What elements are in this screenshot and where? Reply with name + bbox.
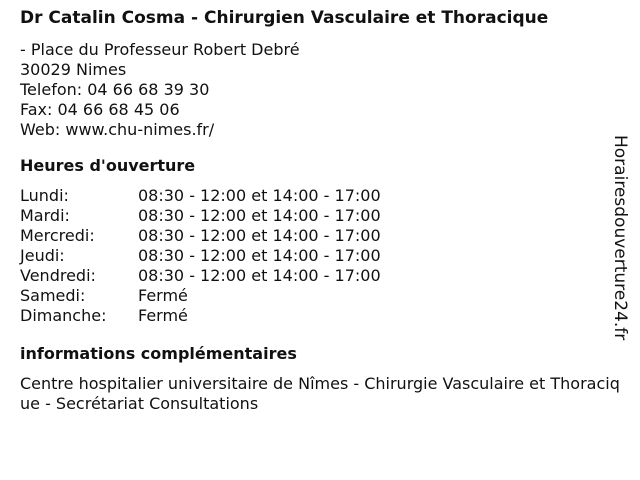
- hours-day: Samedi:: [20, 286, 86, 305]
- hours-row-thursday: [20, 246, 620, 266]
- hours-day: Jeudi:: [20, 246, 65, 265]
- info-text: Centre hospitalier universitaire de Nîmes - Chirurgie Vasculaire et Thoracique - Secrétariat Consultations: [20, 374, 620, 413]
- hours-day: Mercredi:: [20, 226, 95, 245]
- hours-table: [20, 186, 620, 326]
- address-city: 30029 Nimes: [20, 60, 127, 79]
- page-title: Dr Catalin Cosma - Chirurgien Vasculaire et Thoracique: [20, 8, 549, 28]
- hours-time: 08:30 - 12:00 et 14:00 - 17:00: [138, 246, 381, 265]
- address-street: - Place du Professeur Robert Debré: [20, 40, 300, 59]
- address-block: [20, 40, 620, 140]
- hours-day: Lundi:: [20, 186, 69, 205]
- hours-row-saturday: [20, 286, 620, 306]
- hours-time: 08:30 - 12:00 et 14:00 - 17:00: [138, 266, 381, 285]
- hours-row-friday: [20, 266, 620, 286]
- hours-heading: Heures d'ouverture: [20, 156, 196, 175]
- site-watermark: Horairesdouverture24.fr: [610, 135, 630, 341]
- hours-row-sunday: [20, 306, 620, 326]
- hours-time: 08:30 - 12:00 et 14:00 - 17:00: [138, 206, 381, 225]
- phone-number: Telefon: 04 66 68 39 30: [20, 80, 210, 99]
- hours-day: Dimanche:: [20, 306, 107, 325]
- hours-time: 08:30 - 12:00 et 14:00 - 17:00: [138, 186, 381, 205]
- main-content: [20, 8, 620, 414]
- hours-row-tuesday: [20, 206, 620, 226]
- hours-row-monday: [20, 186, 620, 206]
- hours-day: Vendredi:: [20, 266, 96, 285]
- hours-time: Fermé: [138, 306, 188, 325]
- hours-row-wednesday: [20, 226, 620, 246]
- website: Web: www.chu-nimes.fr/: [20, 120, 215, 139]
- hours-time: 08:30 - 12:00 et 14:00 - 17:00: [138, 226, 381, 245]
- hours-time: Fermé: [138, 286, 188, 305]
- fax-number: Fax: 04 66 68 45 06: [20, 100, 180, 119]
- info-heading: informations complémentaires: [20, 344, 297, 363]
- hours-day: Mardi:: [20, 206, 70, 225]
